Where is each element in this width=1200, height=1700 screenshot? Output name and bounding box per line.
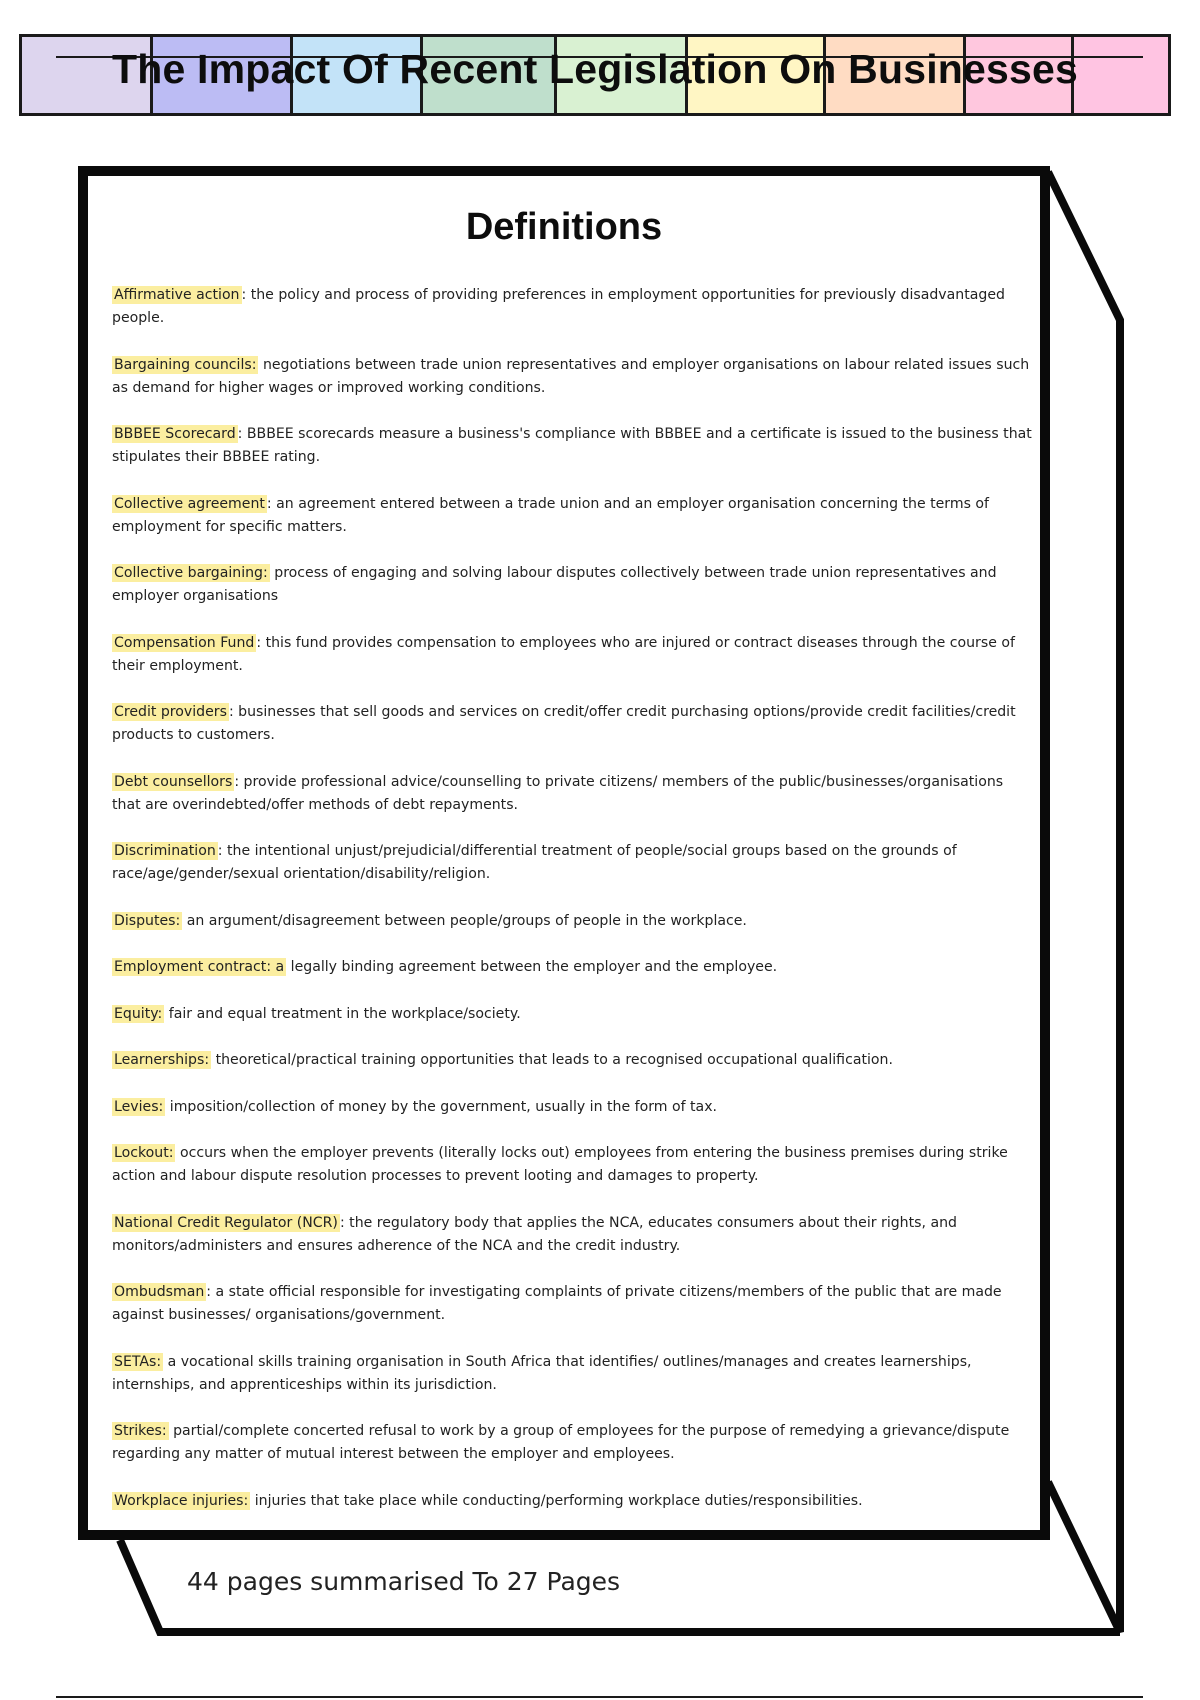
bottom-rule [56,1696,1143,1698]
definition-term: Collective agreement [114,495,265,512]
definition-term: Ombudsman [114,1284,205,1300]
definition-term: Employment contract: a [114,959,285,975]
definition-text: negotiations between trade union representatives and employer organisations on labour related issues such as demand for higher wages or improved working conditions. [112,356,1030,396]
definition-item [112,1281,1032,1327]
definition-term: Strikes: [114,1423,167,1439]
definition-text: partial/complete concerted refusal to work by a group of employees for the purpose of remedying a grievance/dispute regarding any matter of mutual interest between the employer and employees. [112,1423,1010,1462]
definition-term: Compensation Fund [114,634,255,651]
definition-item [112,1490,1032,1513]
definition-term: Lockout: [114,1145,174,1161]
definition-term: Affirmative action [114,287,240,303]
definition-text: an argument/disagreement between people/groups of people in the workplace. [182,912,747,929]
page-title: Definitions [465,206,663,248]
definition-item [112,632,1032,678]
definition-text: a vocational skills training organisation in South Africa that identifies/ outlines/manages and creates learnerships, internships, and apprenticeships within its jurisdiction. [112,1353,972,1393]
definition-text: fair and equal treatment in the workplace/society. [164,1005,521,1022]
definition-item [112,701,1032,747]
definition-text: : the policy and process of providing preferences in employment opportunities for previously disadvantaged people. [112,287,1005,326]
definition-text: : an agreement entered between a trade union and an employer organisation concerning the terms of employment for specific matters. [112,495,989,535]
definitions-list [112,284,1032,1536]
definition-item [112,1420,1032,1466]
definition-item [112,956,1032,979]
document-title: The Impact Of Recent Legislation On Businesses [111,46,1079,92]
definition-item [112,284,1032,330]
definition-item [112,1003,1032,1026]
definition-term: Collective bargaining: [114,565,268,581]
definition-item [112,493,1032,539]
definition-item [112,910,1032,933]
definition-text: : BBBEE scorecards measure a business's compliance with BBBEE and a certificate is issued to the business that stipulates their BBBEE rating. [112,426,1032,465]
definition-term: Learnerships: [114,1052,210,1068]
definition-text: theoretical/practical training opportunities that leads to a recognised occupational qualification. [211,1052,893,1068]
definition-text: : businesses that sell goods and services on credit/offer credit purchasing options/provide credit facilities/credit products to customers. [112,704,1016,743]
definition-term: SETAs: [114,1353,162,1370]
definition-term: National Credit Regulator (NCR) [114,1214,338,1231]
definition-text: : this fund provides compensation to employees who are injured or contract diseases through the course of their employment. [112,634,1015,674]
definition-item [112,1049,1032,1072]
definition-item [112,1142,1032,1188]
definition-term: Workplace injuries: [114,1492,249,1509]
definition-term: Debt counsellors [114,773,233,790]
definition-term: Disputes: [114,912,181,929]
definition-term: Equity: [114,1005,163,1022]
definition-term: Credit providers [114,704,227,720]
definition-term: Levies: [114,1098,164,1115]
definition-item [112,1096,1032,1119]
footer-caption: 44 pages summarised To 27 Pages [187,1567,621,1596]
definition-text: : a state official responsible for investigating complaints of private citizens/members of the public that are made against businesses/ organisations/government. [112,1284,1002,1323]
definition-term: BBBEE Scorecard [114,426,236,442]
definition-item [112,771,1032,817]
definition-text: legally binding agreement between the employer and the employee. [286,959,778,975]
definition-term: Discrimination [114,843,216,859]
definition-text: : the intentional unjust/prejudicial/differential treatment of people/social groups based on the grounds of race/age/gender/sexual orientation/disability/religion. [112,843,957,882]
definition-item [112,423,1032,469]
definition-item [112,840,1032,886]
definition-item [112,354,1032,400]
definition-text: : provide professional advice/counselling to private citizens/ members of the public/businesses/organisations that are overindebted/offer methods of debt repayments. [112,773,1004,813]
definition-text: injuries that take place while conducting/performing workplace duties/responsibilities. [250,1492,863,1509]
definition-item [112,1212,1032,1258]
definition-item [112,562,1032,608]
definition-text: imposition/collection of money by the government, usually in the form of tax. [165,1098,718,1115]
definition-item [112,1351,1032,1397]
definitions-page [78,166,1050,1540]
definition-text: : the regulatory body that applies the NCA, educates consumers about their rights, and monitors/administers and ensures adherence of the NCA and the credit industry. [112,1214,957,1254]
definition-text: process of engaging and solving labour disputes collectively between trade union representatives and employer organisations [112,565,997,604]
definition-term: Bargaining councils: [114,356,257,373]
definition-text: occurs when the employer prevents (literally locks out) employees from entering the business premises during strike action and labour dispute resolution processes to prevent looting and damages to property. [112,1145,1008,1184]
